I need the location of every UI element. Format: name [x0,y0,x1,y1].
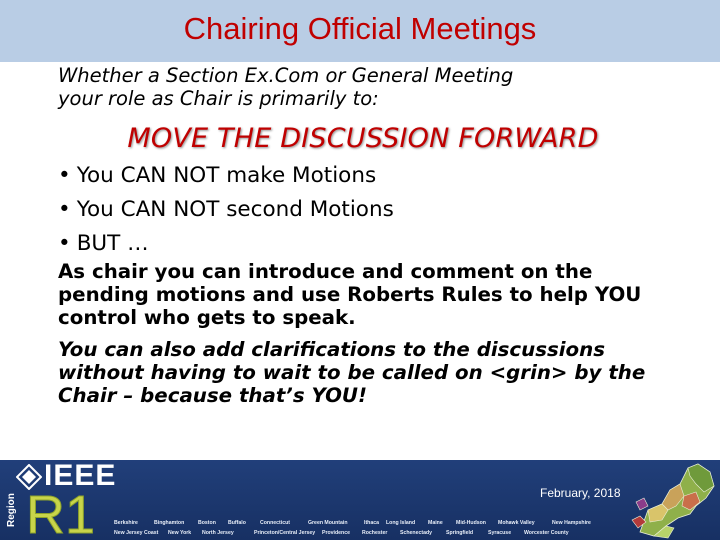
slide-date: February, 2018 [540,486,621,500]
section-name: Green Mountain [308,520,348,526]
title-bar [0,0,720,62]
region-map-icon [618,462,720,540]
section-list [114,518,614,538]
paragraph-line: As chair you can introduce and comment on the [58,260,593,283]
section-name: Rochester [362,530,388,536]
intro-line: Whether a Section Ex.Com or General Meeting [58,64,514,87]
section-name: New Hampshire [552,520,591,526]
paragraph-line: You can also add clarifications to the discussions [58,338,605,361]
section-name: Berkshire [114,520,138,526]
region-mark: R1 [26,485,96,540]
headline: MOVE THE DISCUSSION FORWARD [127,123,599,154]
bullet-text: You CAN NOT make Motions [76,163,377,188]
chair-paragraph [58,260,708,329]
intro-text [58,64,708,110]
bullet-text: You CAN NOT second Motions [76,197,394,222]
section-name: New Jersey Coast [114,530,159,536]
slide-title: Chairing Official Meetings [183,11,537,46]
section-name: Long Island [386,520,416,526]
bullet-list [58,164,708,256]
bullet-text: BUT … [76,231,149,256]
bullet-icon: • [58,163,71,188]
paragraph-line: Chair – because that’s YOU! [58,384,367,407]
paragraph-line: pending motions and use Roberts Rules to help YOU [58,283,642,306]
bullet-icon: • [58,231,71,256]
section-name: Springfield [446,530,474,536]
section-name: Princeton/Central Jersey [254,530,316,536]
section-name: Mohawk Valley [498,520,535,526]
section-name: Binghamton [154,520,185,526]
clarification-paragraph [58,338,708,407]
bullet-item [58,198,708,222]
paragraph-line: control who gets to speak. [58,306,356,329]
section-row [114,528,614,538]
paragraph-line: without having to wait to be called on <grin> by the [58,361,646,384]
section-name: Buffalo [228,520,246,526]
section-name: Boston [198,520,216,526]
section-name: Connecticut [260,520,290,526]
ieee-brand: IEEE [44,459,117,492]
section-name: Ithaca [364,520,379,526]
section-name: Worcester County [524,530,569,536]
section-name: Maine [428,520,443,526]
section-row [114,518,614,528]
slide-body [58,64,708,407]
section-name: Schenectady [400,530,433,536]
bullet-icon: • [58,197,71,222]
section-name: Providence [322,530,350,536]
region-label: Region [6,493,17,527]
section-name: New York [168,530,192,536]
section-name: Mid-Hudson [456,520,486,526]
bullet-item [58,232,708,256]
section-name: Syracuse [488,530,512,536]
bullet-item [58,164,708,188]
section-name: North Jersey [202,530,234,536]
intro-line: your role as Chair is primarily to: [58,87,379,110]
